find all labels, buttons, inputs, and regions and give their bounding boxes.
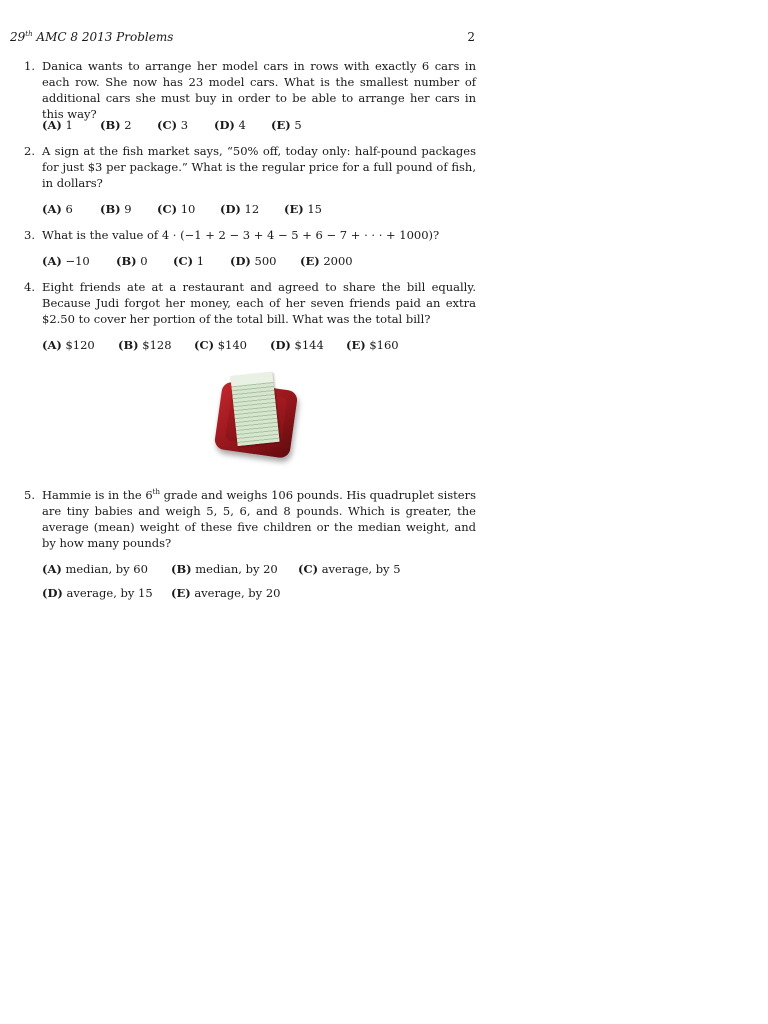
choice — [42, 338, 95, 352]
problem-1 — [24, 58, 476, 122]
choice-value: average, by 15 — [66, 586, 153, 600]
choice — [220, 202, 259, 216]
choice — [194, 338, 247, 352]
problem-number: 3. — [24, 228, 35, 242]
choice-value: −10 — [65, 254, 90, 268]
choice-value: $144 — [294, 338, 324, 352]
choice — [284, 202, 322, 216]
problem-text — [42, 487, 476, 551]
choice-letter: (B) — [100, 202, 121, 216]
problem-text-part: grade and weighs 106 pounds. His quadruplet sisters are tiny babies and weigh 5, 5, 6, and 8 pounds. Which is greater, the average (mean) weight of these five children or the median weight, and by how many pounds? — [42, 488, 476, 550]
choice — [173, 254, 204, 268]
problem-5 — [24, 487, 476, 551]
choice-letter: (D) — [230, 254, 251, 268]
choice-letter: (A) — [42, 562, 62, 576]
choice-value: 4 — [238, 118, 246, 132]
problem-2 — [24, 143, 476, 191]
choice-value: median, by 60 — [65, 562, 148, 576]
choice — [298, 562, 401, 576]
choice — [157, 202, 195, 216]
choice-letter: (D) — [214, 118, 235, 132]
page-number: 2 — [467, 30, 475, 44]
choice-value: 6 — [65, 202, 73, 216]
problem-4 — [24, 279, 476, 327]
choice-letter: (D) — [220, 202, 241, 216]
choice-letter: (E) — [171, 586, 191, 600]
choice-value: 1 — [65, 118, 73, 132]
choice — [42, 586, 153, 600]
choice — [42, 202, 73, 216]
choice — [157, 118, 188, 132]
exam-title-text: AMC 8 2013 Problems — [32, 30, 174, 44]
choice — [42, 562, 148, 576]
choice-letter: (A) — [42, 338, 62, 352]
page-header — [10, 30, 475, 48]
choice-value: $120 — [65, 338, 95, 352]
choice-letter: (E) — [300, 254, 320, 268]
choice — [171, 586, 280, 600]
problem-text: What is the value of 4 · (−1 + 2 − 3 + 4 − 5 + 6 − 7 + · · · + 1000)? — [42, 228, 440, 242]
problem-number: 4. — [24, 280, 35, 294]
choice-value: 500 — [254, 254, 277, 268]
choice-letter: (B) — [100, 118, 121, 132]
choice-value: 12 — [244, 202, 260, 216]
choice — [300, 254, 353, 268]
guest-check-receipt — [230, 372, 279, 446]
choice — [270, 338, 324, 352]
choice-letter: (B) — [118, 338, 139, 352]
receipt-on-tray-illustration — [214, 372, 298, 464]
problem-number: 2. — [24, 144, 35, 158]
choice-letter: (D) — [270, 338, 291, 352]
choice — [214, 118, 246, 132]
choice-letter: (B) — [171, 562, 192, 576]
choice-letter: (E) — [284, 202, 304, 216]
edition-superscript: th — [25, 30, 33, 38]
edition-number: 29 — [10, 30, 26, 44]
choice-letter: (B) — [116, 254, 137, 268]
choice — [100, 118, 132, 132]
choice — [346, 338, 399, 352]
problem-text: A sign at the fish market says, “50% off, today only: half-pound packages for just $3 per package.” What is the regular price for a full pound of fish, in dollars? — [42, 144, 476, 190]
choice-value: $128 — [142, 338, 172, 352]
choice-letter: (C) — [157, 118, 178, 132]
choice-value: 3 — [180, 118, 189, 132]
choice — [171, 562, 278, 576]
choice — [42, 118, 73, 132]
choice-letter: (C) — [157, 202, 178, 216]
choice-value: 5 — [294, 118, 302, 132]
choice-value: $160 — [369, 338, 399, 352]
choice-value: average, by 20 — [194, 586, 281, 600]
choice-value: 10 — [180, 202, 196, 216]
choice — [100, 202, 132, 216]
choice-letter: (C) — [298, 562, 319, 576]
choice-letter: (A) — [42, 254, 62, 268]
choice-letter: (E) — [346, 338, 366, 352]
choice — [230, 254, 276, 268]
choice — [271, 118, 302, 132]
choice-value: 9 — [124, 202, 132, 216]
problem-3 — [24, 227, 476, 243]
choice — [42, 254, 90, 268]
choice-letter: (C) — [173, 254, 194, 268]
choice-value: $140 — [217, 338, 247, 352]
exam-title — [10, 30, 173, 44]
choice-letter: (D) — [42, 586, 63, 600]
choice-letter: (A) — [42, 118, 62, 132]
choice — [118, 338, 172, 352]
choice-value: median, by 20 — [195, 562, 278, 576]
problem-number: 5. — [24, 488, 35, 502]
choice-value: 15 — [307, 202, 322, 216]
choice-letter: (E) — [271, 118, 291, 132]
grade-superscript: th — [152, 488, 160, 496]
choice-value: 2 — [124, 118, 132, 132]
choice-value: 1 — [196, 254, 205, 268]
problem-number: 1. — [24, 59, 35, 73]
choice — [116, 254, 148, 268]
choice-letter: (A) — [42, 202, 62, 216]
receipt-header — [230, 372, 273, 386]
problem-text: Eight friends ate at a restaurant and agreed to share the bill equally. Because Judi forgot her money, each of her seven friends paid an extra $2.50 to cover her portion of the total bill. What was the total bill? — [42, 280, 476, 326]
choice-value: 2000 — [323, 254, 353, 268]
choice-letter: (C) — [194, 338, 215, 352]
choice-value: 0 — [140, 254, 148, 268]
problem-text: Danica wants to arrange her model cars in rows with exactly 6 cars in each row. She now has 23 model cars. What is the smallest number of additional cars she must buy in order to be able to arrange her cars in this way? — [42, 59, 476, 121]
choice-value: average, by 5 — [321, 562, 401, 576]
problem-text-part: Hammie is in the 6 — [42, 488, 153, 502]
